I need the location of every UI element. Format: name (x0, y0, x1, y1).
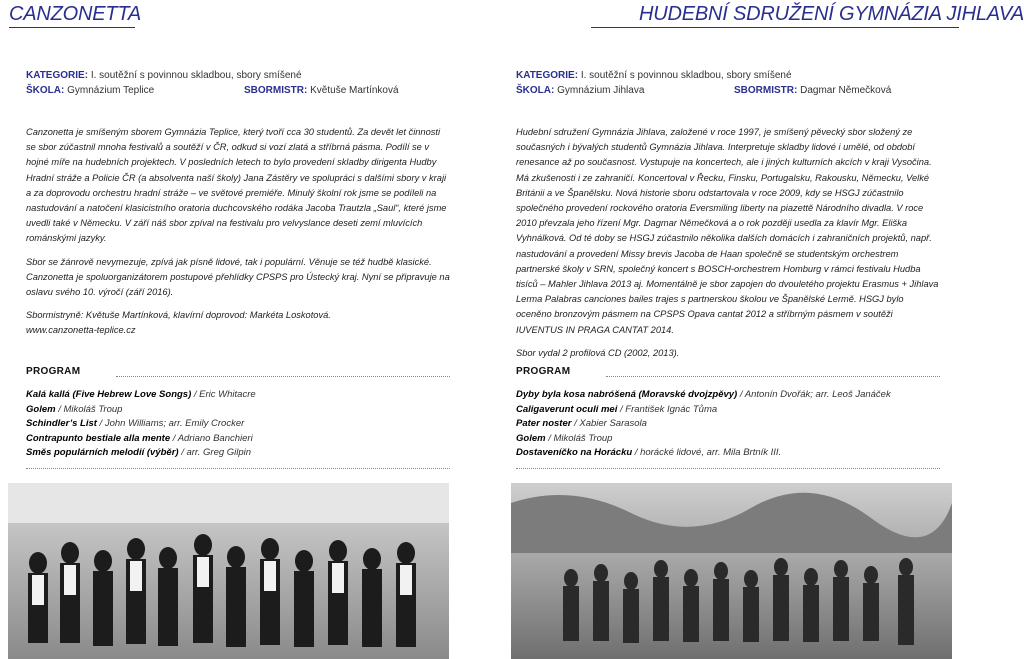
info-block-left (26, 68, 399, 98)
choir-title-right: HUDEBNÍ SDRUŽENÍ GYMNÁZIA JIHLAVA (639, 3, 1024, 25)
program-divider (606, 376, 940, 377)
paragraph: Sbor vydal 2 profilová CD (2002, 2013). (516, 347, 680, 358)
program-item (516, 417, 891, 432)
category-row (26, 68, 302, 83)
category-value: I. soutěžní s povinnou skladbou, sbory smíšené (90, 70, 302, 81)
program-title: Golem (516, 432, 546, 444)
choir-photo-left (8, 483, 449, 659)
program-end-divider (26, 468, 450, 469)
title-rule-right (591, 27, 959, 28)
paragraph: Canzonetta je smíšeným sborem Gymnázia Teplice, který tvoří cca 30 studentů. Za devět let činnosti se sbor zúčastnil mnoha festivalů a soutěží v ČR, odkud si vozí zlatá a stříbrná pásma. Podílí se v hojné míře na hudebních projektech. V posledních letech to bylo provedení skladby dirigenta Hudby Hradní stráže a Policie ČR (a absolventa naší školy) Jana Zástěry ve spolupráci s dalšími sbory v kraji a za doprovodu orchestru hradní stráže – ve světové premiéře. Minulý školní rok jsme se podíleli na nastudování a natočení klasicistního oratoria duchcovského rodáka Jacoba Trautzla „Saul“, které jsme uvedli také v Německu. V září náš sbor zpíval na festivalu pro velvyslance deseti zemí mluvících románskými jazyky. (26, 127, 447, 244)
program-item (516, 446, 891, 461)
program-author: / Mikoláš Troup (55, 403, 123, 415)
conductor-value: Květuše Martínková (310, 85, 399, 96)
program-title: Golem (26, 403, 56, 415)
program-author: / Xabier Sarasola (571, 418, 647, 430)
program-item (26, 446, 256, 461)
program-item (26, 432, 256, 447)
school-value: Gymnázium Teplice (67, 85, 155, 96)
program-author: / Adriano Banchieri (170, 432, 253, 444)
category-label: KATEGORIE: (26, 70, 89, 81)
paragraph: Hudební sdružení Gymnázia Jihlava, založené v roce 1997, je smíšený pěvecký sbor složený ze současných i bývalých studentů Gymnázia Jihlava. Interpretuje skladby lidové i umělé, od období renesance až po současnost. Vystupuje na koncertech, ale i jiných kulturních akcích v kraji Vysočina. Má zkušenosti i ze zahraničí. Koncertoval v Řecku, Finsku, Portugalsku, Rakousku, Německu, Velké Británii a ve Španělsku. Nová historie sboru odstartovala v roce 2009, kdy se HSGJ zúčastnilo společného provedení rockového oratoria Eversmiling liberty na piazettě Národního divadla. V roce 2010 převzala jeho řízení Mgr. Dagmar Němečková a o rok později usedla za klavír Mgr. Eliška Vyhnálková. Od té doby se HSGJ zúčastnilo několika dalších domácích i zahraničních projektů, např. nastudování a provedení Missy brevis Jacoba de Haan společně se studentským orchestrem partnerské školy v SRN, společný koncert s BOSCH-orchestrem Homburg v rámci festivalu Hudba tisíců – Mahler Jihlava 2013 aj. Momentálně je sbor zapojen do dvouletého projektu Erasmus + Jihlava Lerma Palabras canciones bailes trajes s partnerskou školou ve Španělské Lermě. HSGJ bylo oceněno bronzovým pásmem na CPSPS Opava cantat 2012 a stříbrným pásmem v soutěži IUVENTUS IN PRAGA CANTAT 2014. (516, 127, 939, 335)
program-title: Schindler’s List (26, 418, 97, 430)
program-item (516, 388, 891, 403)
choir-photo-left-image (8, 483, 449, 659)
category-row (516, 68, 792, 83)
school-label: ŠKOLA: (26, 85, 65, 96)
conductor-row (734, 83, 891, 98)
info-block-right (516, 68, 892, 98)
description-right (516, 125, 941, 361)
program-title: Caligaverunt oculi mei (516, 403, 618, 415)
category-label: KATEGORIE: (516, 70, 579, 81)
program-author: / Eric Whitacre (191, 389, 256, 400)
program-author: / Mikoláš Troup (545, 432, 613, 444)
program-author: / horácké lidové, arr. Mila Brtník III. (632, 447, 782, 459)
program-title: Směs populárních melodií (výběr) (26, 447, 179, 459)
program-author: / John Williams; arr. Emily Crocker (96, 418, 245, 430)
paragraph: Sbor se žánrově nevymezuje, zpívá jak písně lidové, tak i populární. Věnuje se též hudbě klasické. Canzonetta je spoluorganizátorem postupové přehlídky CPSPS pro Ústecký kraj. Nyní se připravuje na oslavu svého 10. výročí (září 2016). (26, 256, 450, 298)
program-title: Dostaveníčko na Horácku (516, 447, 633, 459)
choir-photo-right-image (511, 483, 952, 659)
choir-title-left: CANZONETTA (9, 3, 142, 25)
program-divider (116, 376, 450, 377)
program-title: Contrapunto bestiale alla mente (26, 432, 171, 444)
choir-photo-right (511, 483, 952, 659)
program-author: / arr. Greg Gilpin (178, 447, 252, 459)
conductor-label: SBORMISTR: (244, 85, 308, 96)
conductor-value: Dagmar Němečková (800, 85, 892, 96)
program-list-left (26, 388, 256, 461)
conductor-label: SBORMISTR: (734, 85, 798, 96)
program-title: Pater noster (516, 418, 572, 430)
paragraph: Sbormistryně: Květuše Martínková, klavírní doprovod: Markéta Loskotová. www.canzonetta-teplice.cz (26, 310, 331, 336)
program-title: Kalá kallá (Five Hebrew Love Songs) (26, 389, 192, 400)
school-label: ŠKOLA: (516, 85, 555, 96)
category-value: I. soutěžní s povinnou skladbou, sbory smíšené (580, 70, 792, 81)
program-author: / František Ignác Tůma (617, 403, 718, 415)
program-title: Dyby byla kosa nabróšená (Moravské dvojzpěvy) (516, 389, 738, 400)
program-item (516, 403, 891, 418)
program-item (26, 417, 256, 432)
title-rule-left (9, 27, 135, 28)
school-value: Gymnázium Jihlava (557, 85, 645, 96)
program-heading-left: PROGRAM (26, 366, 81, 377)
program-item (26, 403, 256, 418)
program-author: / Antonín Dvořák; arr. Leoš Janáček (737, 389, 891, 400)
program-end-divider (516, 468, 940, 469)
program-heading-right: PROGRAM (516, 366, 571, 377)
program-list-right (516, 388, 891, 461)
description-left (26, 125, 451, 339)
program-item (26, 388, 256, 403)
conductor-row (244, 83, 399, 98)
program-item (516, 432, 891, 447)
